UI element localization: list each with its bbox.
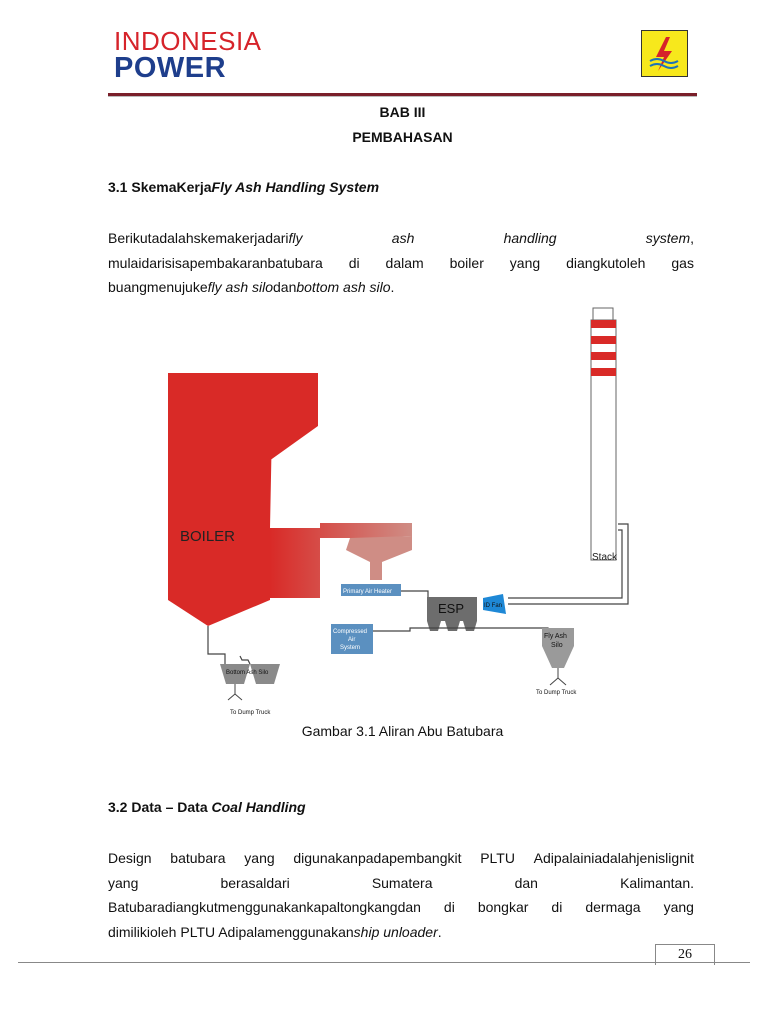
svg-text:Air: Air (348, 637, 356, 643)
boiler-to-bottom-ash-line (208, 626, 225, 664)
to-dump-truck-label-1: To Dump Truck (536, 690, 577, 696)
svg-text:Fly Ash: Fly Ash (544, 633, 567, 640)
air-heater-hopper (346, 536, 412, 580)
bottom-ash-line-2 (240, 656, 250, 664)
footer-divider (18, 962, 750, 963)
page-number: 26 (655, 944, 715, 965)
svg-text:Bottom Ash Silo: Bottom Ash Silo (226, 670, 269, 676)
section-heading-3-2: 3.2 Data – Data Coal Handling (108, 799, 306, 815)
svg-text:ID Fan: ID Fan (484, 603, 503, 609)
svg-text:Silo: Silo (551, 642, 563, 649)
stack-shape (591, 308, 616, 560)
stack-label: Stack (592, 552, 618, 563)
esp-label: ESP (438, 601, 465, 616)
indonesia-power-logo (108, 26, 262, 86)
svg-text:System: System (340, 645, 361, 651)
svg-text:Primary Air Heater: Primary Air Heater (343, 589, 393, 595)
section-3-1-paragraph: Berikutadalahskemakerjadarifly ash handling system, mulaidarisisapembakaranbatubara di dalam boiler yang diangkutoleh gas buangmenujukefly ash silodanbottom ash silo. (108, 230, 694, 295)
chapter-number: BAB III (379, 104, 426, 120)
logo-text-top: INDONESIA (114, 26, 262, 56)
boiler-label: BOILER (180, 528, 236, 545)
logo-text-bottom: POWER (114, 52, 227, 84)
section-3-2-paragraph: Design batubara yang digunakanpadapembangkit PLTU Adipalainiadalahjenislignit yang berasaldari Sumatera dan Kalimantan. Batubaradiangkutmenggunakankapaltongkangdan di bongkar di dermaga yang dimilikioleh PLTU Adipalamenggunakanship unloader. (108, 850, 694, 940)
svg-text:Compressed: Compressed (333, 629, 368, 635)
fly-ash-flow-diagram (150, 298, 650, 720)
section-heading-3-1: 3.1 SkemaKerjaFly Ash Handling System (108, 179, 380, 195)
to-dump-truck-label-2: To Dump Truck (230, 710, 271, 716)
figure-caption: Gambar 3.1 Aliran Abu Batubara (301, 723, 504, 739)
chapter-title: PEMBAHASAN (352, 129, 453, 145)
heater-to-esp-line (401, 591, 428, 603)
header-divider (108, 93, 697, 97)
pln-logo-icon (641, 30, 688, 77)
